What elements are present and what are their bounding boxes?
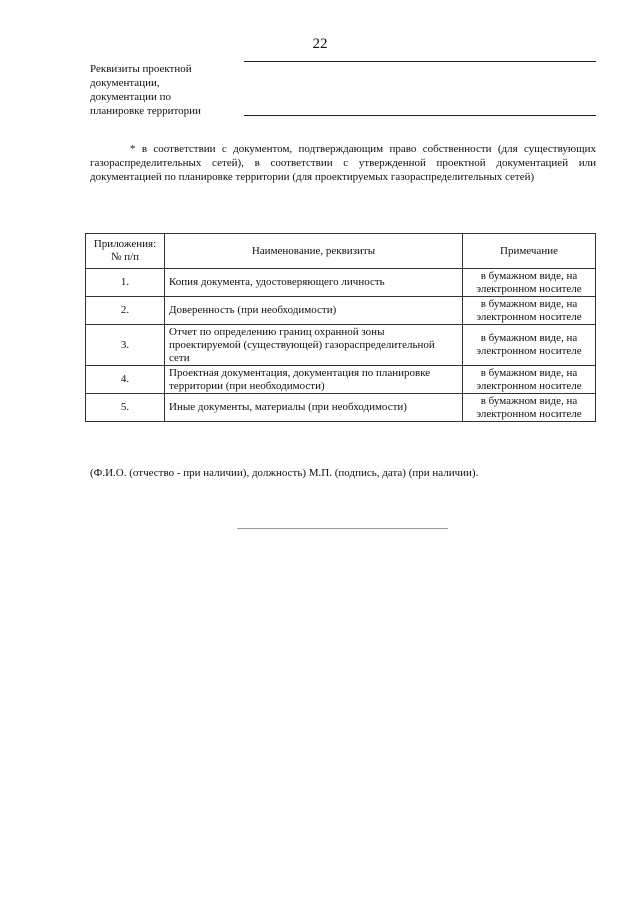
- row-note: в бумажном виде, на электронном носителе: [463, 366, 596, 394]
- bottom-divider: [237, 528, 448, 529]
- row-number: 4.: [86, 366, 165, 394]
- row-note: в бумажном виде, на электронном носителе: [463, 297, 596, 325]
- table-row: [86, 394, 596, 422]
- row-number: 3.: [86, 325, 165, 366]
- row-name: Копия документа, удостоверяющего личность: [165, 269, 463, 297]
- requisites-label-line: Реквизиты проектной: [90, 63, 192, 75]
- requisites-fill-line: [244, 115, 596, 116]
- footnote: * в соответствии с документом, подтверждающим право собственности (для существующих газораспределительных сетей), в соответствии с утвержденной проектной документацией или документацией по планировке территории (для проектируемых газораспределительных сетей): [90, 143, 596, 183]
- header-note: Примечание: [463, 234, 596, 269]
- row-note: в бумажном виде, на электронном носителе: [463, 394, 596, 422]
- requisites-label: [90, 62, 240, 118]
- table-row: [86, 269, 596, 297]
- row-name: Отчет по определению границ охранной зоны проектируемой (существующей) газораспределительной сети: [165, 325, 463, 366]
- requisites-label-line: планировке территории: [90, 105, 201, 117]
- row-number: 2.: [86, 297, 165, 325]
- table-row: [86, 297, 596, 325]
- table-row: [86, 366, 596, 394]
- table-row: [86, 325, 596, 366]
- page-number: 22: [312, 36, 328, 52]
- row-note: в бумажном виде, на электронном носителе: [463, 269, 596, 297]
- row-note: в бумажном виде, на электронном носителе: [463, 325, 596, 366]
- requisites-label-line: документации по: [90, 91, 171, 103]
- row-name: Доверенность (при необходимости): [165, 297, 463, 325]
- row-name: Иные документы, материалы (при необходимости): [165, 394, 463, 422]
- row-number: 5.: [86, 394, 165, 422]
- row-number: 1.: [86, 269, 165, 297]
- header-name: Наименование, реквизиты: [165, 234, 463, 269]
- table-header-row: [86, 234, 596, 269]
- requisites-label-line: документации,: [90, 77, 160, 89]
- header-number: Приложения: № п/п: [86, 234, 165, 269]
- attachments-table: [85, 233, 596, 422]
- row-name: Проектная документация, документация по планировке территории (при необходимости): [165, 366, 463, 394]
- requisites-fill-line: [244, 61, 596, 62]
- signature-line: (Ф.И.О. (отчество - при наличии), должность) М.П. (подпись, дата) (при наличии).: [90, 467, 479, 479]
